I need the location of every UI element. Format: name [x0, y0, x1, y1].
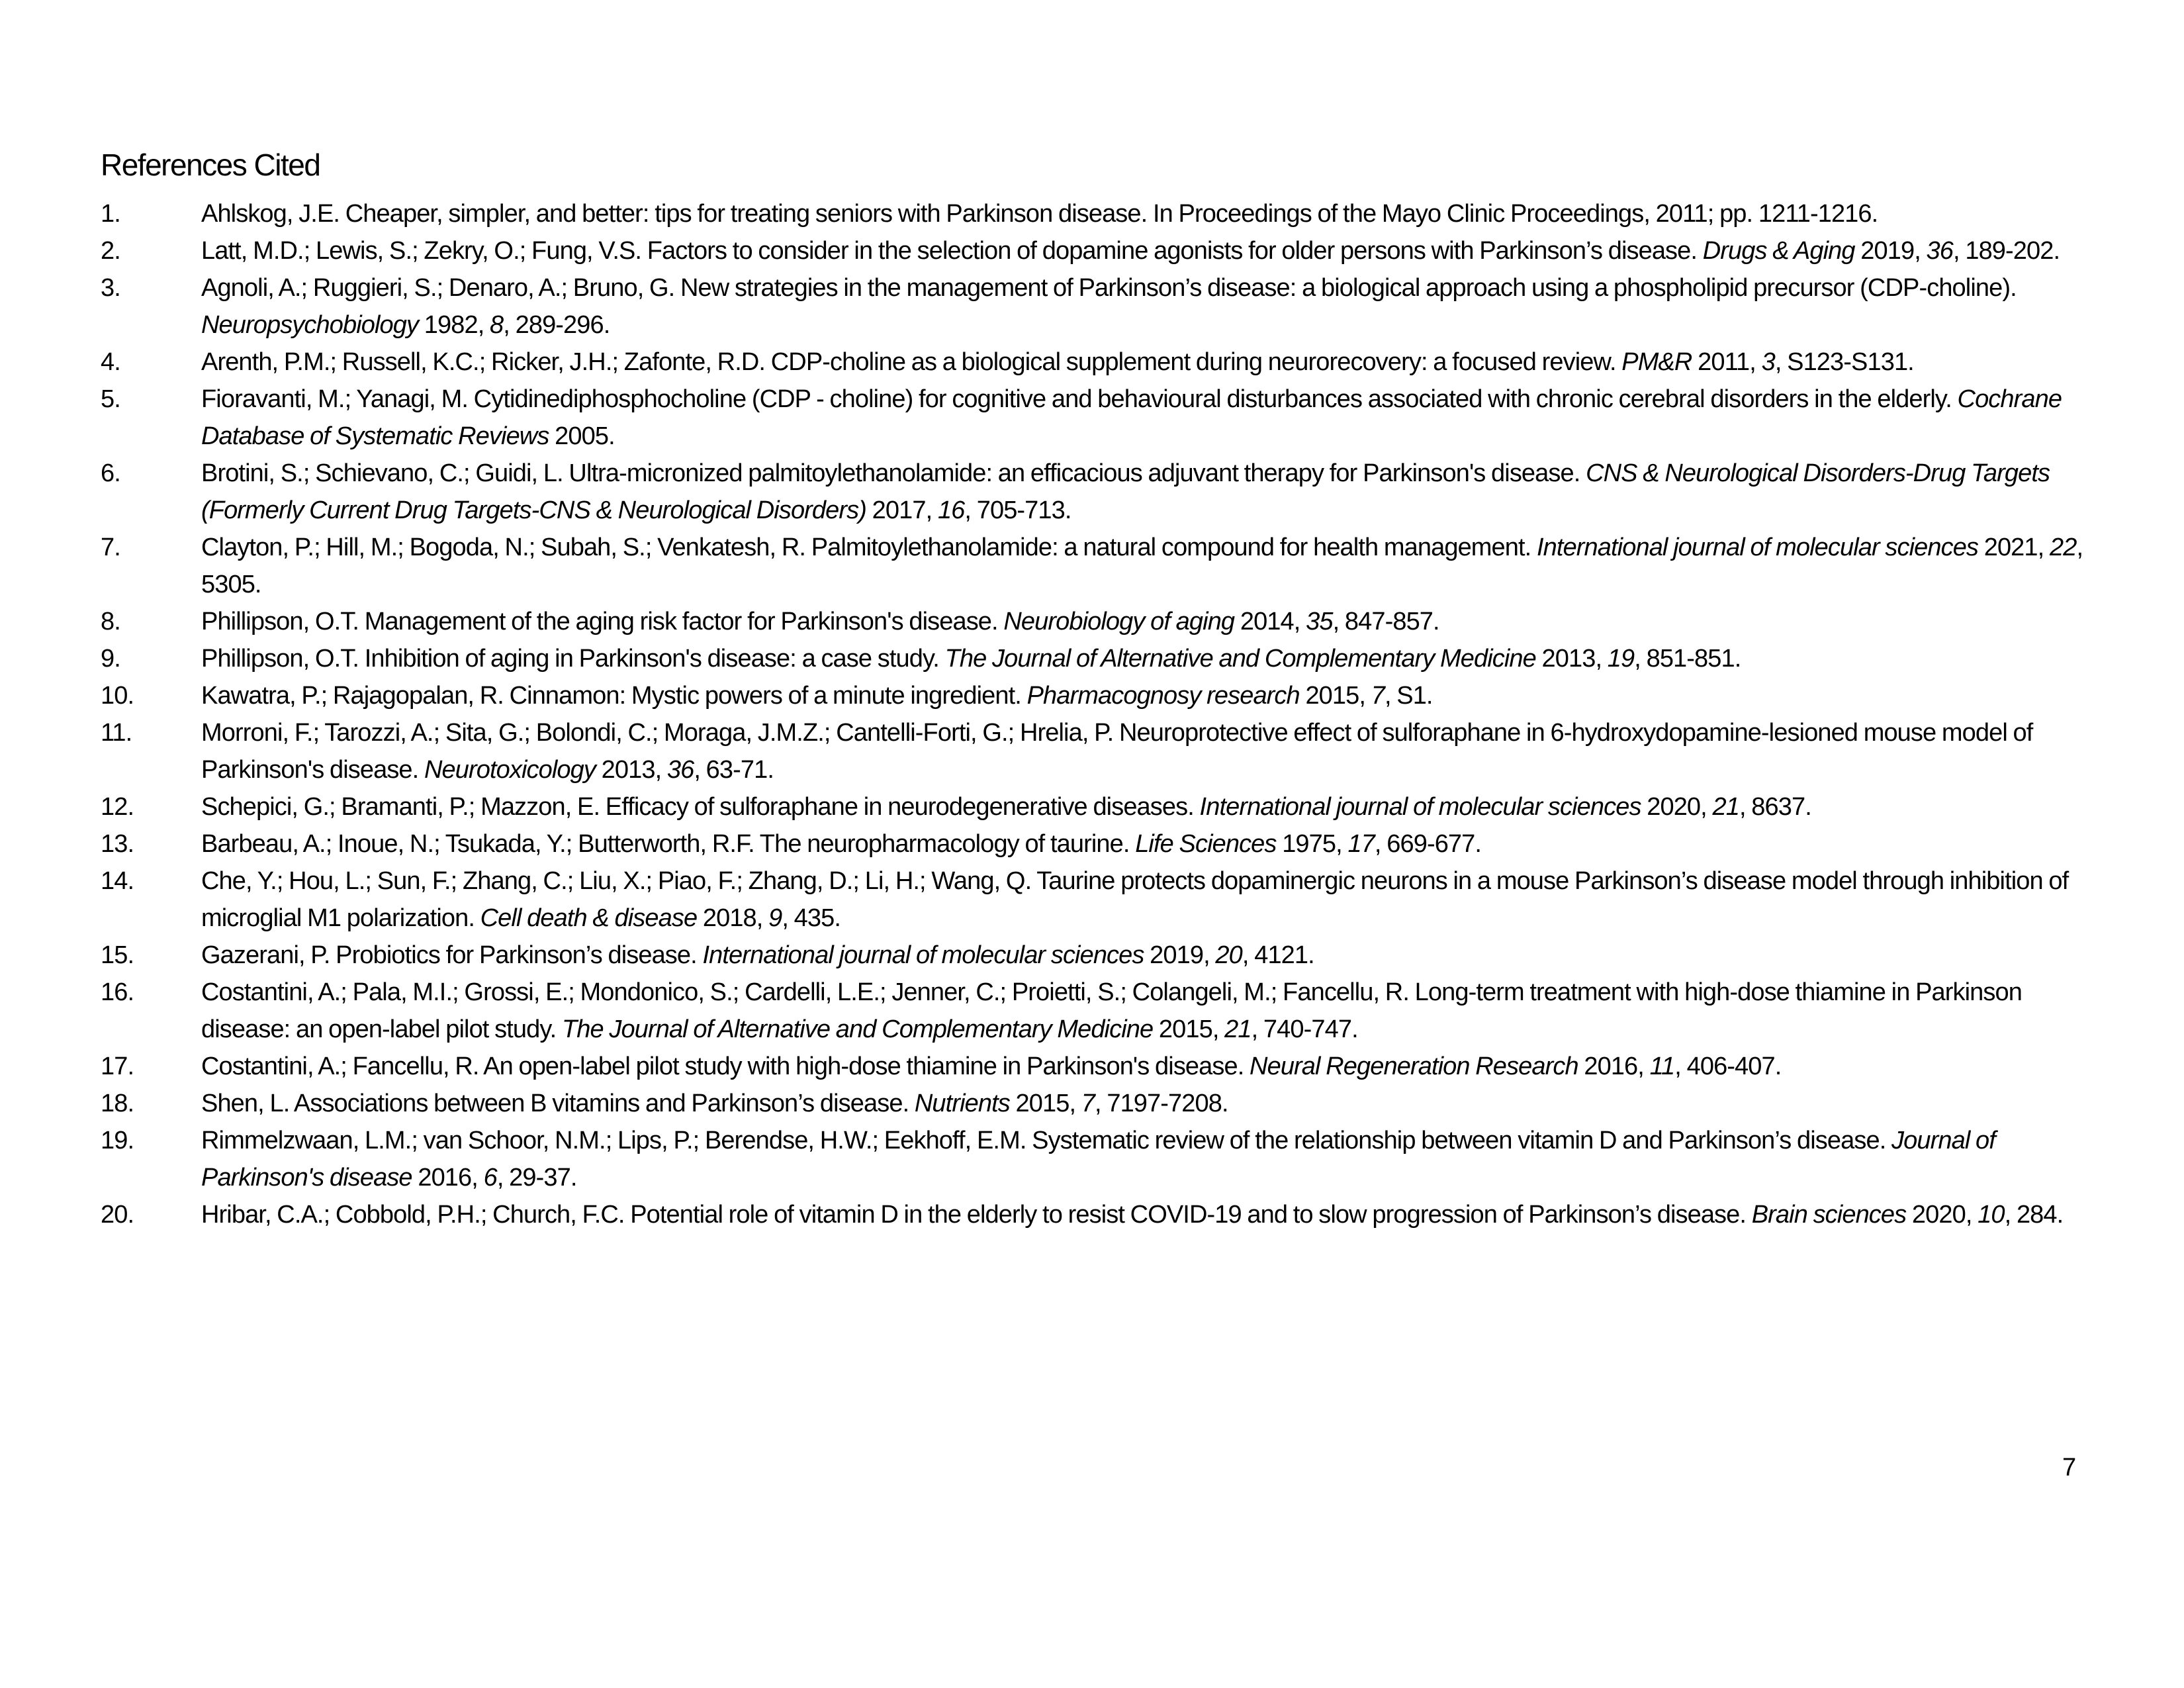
reference-text: Ahlskog, J.E. Cheaper, simpler, and better: tips for treating seniors with Parkinson disease. In Proceedings of the Mayo Clinic Proceedings, 2011; pp. 1211-1216. — [201, 200, 1878, 228]
journal-title: Brain sciences — [1751, 1201, 1907, 1229]
reference-item — [101, 640, 2113, 677]
reference-item — [101, 1122, 2113, 1196]
journal-title: Drugs & Aging — [1702, 237, 1855, 265]
reference-item — [101, 381, 2113, 455]
publication-year: 2016 — [1578, 1053, 1638, 1080]
pages: , S1. — [1384, 682, 1433, 710]
reference-number: 12. — [101, 793, 134, 821]
publication-year: 2013 — [1535, 645, 1596, 673]
reference-list — [101, 195, 2113, 1233]
pages: , 63-71. — [694, 756, 774, 784]
pages: , 29-37. — [496, 1164, 577, 1192]
reference-number: 17. — [101, 1053, 134, 1080]
reference-number: 7. — [101, 534, 120, 561]
reference-item — [101, 825, 2113, 863]
reference-text: Costantini, A.; Pala, M.I.; Grossi, E.; Mondonico, S.; Cardelli, L.E.; Jenner, C.; Proietti, S.; Colangeli, M.; Fancellu, R. Long-term treatment with high-dose thiamine in Parkinson disease: an open-label pilot study. — [201, 978, 2022, 1043]
journal-title: Journal of Parkinson's disease — [201, 1127, 1995, 1192]
reference-item — [101, 788, 2113, 825]
reference-text: Fioravanti, M.; Yanagi, M. Cytidinediphosphocholine (CDP - choline) for cognitive and behavioural disturbances associated with chronic cerebral disorders in the elderly. — [201, 385, 1958, 413]
separator: , — [655, 756, 667, 784]
reference-text: Arenth, P.M.; Russell, K.C.; Ricker, J.H.; Zafonte, R.D. CDP-choline as a biological supplement during neurorecovery: a focused review. — [201, 348, 1622, 376]
reference-item — [101, 863, 2113, 937]
separator: , — [1069, 1090, 1081, 1117]
journal-title: Neurotoxicology — [424, 756, 596, 784]
reference-number: 11. — [101, 719, 132, 747]
reference-number: 18. — [101, 1090, 134, 1117]
publication-year: 2015 — [1299, 682, 1359, 710]
pages: , 284. — [2004, 1201, 2064, 1229]
journal-title: Neuropsychobiology — [201, 311, 419, 339]
reference-item — [101, 344, 2113, 381]
pages: , 435. — [782, 904, 841, 932]
volume-number: 7 — [1081, 1090, 1095, 1117]
publication-year: 2016 — [412, 1164, 472, 1192]
reference-item — [101, 529, 2113, 603]
pages: , 406-407. — [1674, 1053, 1782, 1080]
reference-item — [101, 937, 2113, 974]
reference-text: Barbeau, A.; Inoue, N.; Tsukada, Y.; Butterworth, R.F. The neuropharmacology of taurine. — [201, 830, 1136, 858]
publication-year: 1982 — [418, 311, 478, 339]
reference-number: 15. — [101, 941, 134, 969]
journal-title: Pharmacognosy research — [1026, 682, 1300, 710]
volume-number: 7 — [1371, 682, 1385, 710]
journal-title: The Journal of Alternative and Complementary Medicine — [944, 645, 1536, 673]
reference-item — [101, 1085, 2113, 1122]
section-heading: References Cited — [101, 148, 320, 182]
volume-number: 6 — [483, 1164, 497, 1192]
journal-title: CNS & Neurological Disorders-Drug Targets (Formerly Current Drug Targets-CNS & Neurological Disorders) — [201, 459, 2050, 524]
publication-year: 1975 — [1276, 830, 1336, 858]
reference-number: 16. — [101, 978, 134, 1006]
separator: , — [925, 496, 938, 524]
publication-year: 2013 — [595, 756, 655, 784]
pages: , 705-713. — [964, 496, 1071, 524]
separator: , — [1336, 830, 1348, 858]
reference-number: 5. — [101, 385, 120, 413]
pages: , 289-296. — [503, 311, 610, 339]
pages: , 669-677. — [1374, 830, 1482, 858]
reference-text: Schepici, G.; Bramanti, P.; Mazzon, E. Efficacy of sulforaphane in neurodegenerative diseases. — [201, 793, 1200, 821]
reference-item — [101, 1048, 2113, 1085]
journal-title: The Journal of Alternative and Complementary Medicine — [561, 1015, 1154, 1043]
reference-text: Gazerani, P. Probiotics for Parkinson’s disease. — [201, 941, 703, 969]
reference-text: Hribar, C.A.; Cobbold, P.H.; Church, F.C. Potential role of vitamin D in the elderly to resist COVID-19 and to slow progression of Parkinson’s disease. — [201, 1201, 1752, 1229]
pages: , 847-857. — [1332, 608, 1439, 635]
volume-number: 36 — [666, 756, 694, 784]
reference-item — [101, 974, 2113, 1048]
page-number: 7 — [2062, 1454, 2077, 1481]
separator: , — [756, 904, 769, 932]
volume-number: 21 — [1712, 793, 1739, 821]
reference-number: 19. — [101, 1127, 134, 1154]
publication-year: 2020 — [1906, 1201, 1966, 1229]
journal-title: International journal of molecular sciences — [1199, 793, 1641, 821]
publication-year: 2020 — [1641, 793, 1701, 821]
reference-number: 14. — [101, 867, 134, 895]
separator: , — [1637, 1053, 1650, 1080]
reference-text: Clayton, P.; Hill, M.; Bogoda, N.; Subah, S.; Venkatesh, R. Palmitoylethanolamide: a natural compound for health management. — [201, 534, 1537, 561]
reference-text: Phillipson, O.T. Management of the aging risk factor for Parkinson's disease. — [201, 608, 1004, 635]
publication-year: 2019 — [1144, 941, 1204, 969]
journal-title: Life Sciences — [1135, 830, 1277, 858]
reference-item — [101, 195, 2113, 232]
reference-item — [101, 714, 2113, 788]
pages: , S123-S131. — [1774, 348, 1914, 376]
separator: , — [1293, 608, 1306, 635]
publication-year: 2011 — [1692, 348, 1750, 376]
reference-number: 10. — [101, 682, 134, 710]
volume-number: 21 — [1224, 1015, 1251, 1043]
volume-number: 35 — [1306, 608, 1333, 635]
reference-item — [101, 677, 2113, 714]
journal-title: International journal of molecular sciences — [702, 941, 1144, 969]
volume-number: 20 — [1215, 941, 1242, 969]
publication-year: 2017 — [866, 496, 926, 524]
reference-number: 8. — [101, 608, 120, 635]
journal-title: Nutrients — [914, 1090, 1010, 1117]
publication-year: 2021 — [1978, 534, 2038, 561]
journal-title: Cochrane Database of Systematic Reviews — [201, 385, 2062, 450]
volume-number: 8 — [490, 311, 504, 339]
reference-number: 1. — [101, 200, 120, 228]
reference-number: 13. — [101, 830, 134, 858]
separator: , — [1700, 793, 1713, 821]
reference-item — [101, 603, 2113, 640]
reference-item — [101, 232, 2113, 269]
reference-text: Agnoli, A.; Ruggieri, S.; Denaro, A.; Bruno, G. New strategies in the management of Parkinson’s disease: a biological approach using a phospholipid precursor (CDP-choline). — [201, 274, 2017, 302]
publication-year: 2014 — [1234, 608, 1294, 635]
separator: , — [1749, 348, 1762, 376]
separator: , — [477, 311, 490, 339]
pages: . — [608, 422, 615, 450]
volume-number: 11 — [1649, 1053, 1675, 1080]
journal-title: Cell death & disease — [480, 904, 698, 932]
separator: , — [1359, 682, 1371, 710]
publication-year: 2019 — [1854, 237, 1915, 265]
separator: , — [1914, 237, 1927, 265]
journal-title: PM&R — [1621, 348, 1692, 376]
pages: , 8637. — [1739, 793, 1811, 821]
reference-text: Latt, M.D.; Lewis, S.; Zekry, O.; Fung, V.S. Factors to consider in the selection of dopamine agonists for older persons with Parkinson’s disease. — [201, 237, 1703, 265]
reference-number: 6. — [101, 459, 120, 487]
journal-title: International journal of molecular sciences — [1537, 534, 1979, 561]
separator: , — [1965, 1201, 1978, 1229]
reference-number: 3. — [101, 274, 120, 302]
separator: , — [2037, 534, 2050, 561]
separator: , — [1203, 941, 1216, 969]
reference-number: 4. — [101, 348, 120, 376]
publication-year: 2005 — [549, 422, 609, 450]
separator: , — [471, 1164, 484, 1192]
separator: , — [1212, 1015, 1225, 1043]
pages: , 740-747. — [1251, 1015, 1358, 1043]
volume-number: 22 — [2049, 534, 2077, 561]
pages: , 851-851. — [1634, 645, 1741, 673]
reference-number: 20. — [101, 1201, 134, 1229]
volume-number: 9 — [768, 904, 782, 932]
volume-number: 3 — [1761, 348, 1775, 376]
reference-item — [101, 455, 2113, 529]
journal-title: Neural Regeneration Research — [1250, 1053, 1578, 1080]
publication-year: 2015 — [1009, 1090, 1069, 1117]
reference-text: Brotini, S.; Schievano, C.; Guidi, L. Ultra-micronized palmitoylethanolamide: an efficacious adjuvant therapy for Parkinson's disease. — [201, 459, 1586, 487]
reference-item — [101, 1196, 2113, 1233]
volume-number: 16 — [937, 496, 965, 524]
reference-text: Costantini, A.; Fancellu, R. An open-label pilot study with high-dose thiamine in Parkinson's disease. — [201, 1053, 1250, 1080]
reference-number: 2. — [101, 237, 120, 265]
volume-number: 36 — [1926, 237, 1954, 265]
reference-text: Phillipson, O.T. Inhibition of aging in Parkinson's disease: a case study. — [201, 645, 945, 673]
pages: , 189-202. — [1953, 237, 2060, 265]
pages: , 5305. — [201, 534, 2083, 598]
volume-number: 10 — [1978, 1201, 2005, 1229]
journal-title: Neurobiology of aging — [1003, 608, 1235, 635]
publication-year: 2015 — [1153, 1015, 1212, 1043]
pages: , 7197-7208. — [1095, 1090, 1228, 1117]
reference-item — [101, 269, 2113, 344]
reference-text: Rimmelzwaan, L.M.; van Schoor, N.M.; Lips, P.; Berendse, H.W.; Eekhoff, E.M. Systematic review of the relationship between vitamin D and Parkinson’s disease. — [201, 1127, 1892, 1154]
reference-text: Kawatra, P.; Rajagopalan, R. Cinnamon: Mystic powers of a minute ingredient. — [201, 682, 1027, 710]
pages: , 4121. — [1242, 941, 1314, 969]
volume-number: 17 — [1347, 830, 1375, 858]
publication-year: 2018 — [697, 904, 756, 932]
reference-text: Che, Y.; Hou, L.; Sun, F.; Zhang, C.; Liu, X.; Piao, F.; Zhang, D.; Li, H.; Wang, Q. Taurine protects dopaminergic neurons in a mouse Parkinson’s disease model through inhibition of microglial M1 polarization. — [201, 867, 2069, 932]
volume-number: 19 — [1607, 645, 1635, 673]
reference-text: Morroni, F.; Tarozzi, A.; Sita, G.; Bolondi, C.; Moraga, J.M.Z.; Cantelli-Forti, G.; Hrelia, P. Neuroprotective effect of sulforaphane in 6-hydroxydopamine-lesioned mouse model of Parkinson's disease. — [201, 719, 2033, 784]
reference-text: Shen, L. Associations between B vitamins and Parkinson’s disease. — [201, 1090, 915, 1117]
separator: , — [1595, 645, 1608, 673]
reference-number: 9. — [101, 645, 120, 673]
